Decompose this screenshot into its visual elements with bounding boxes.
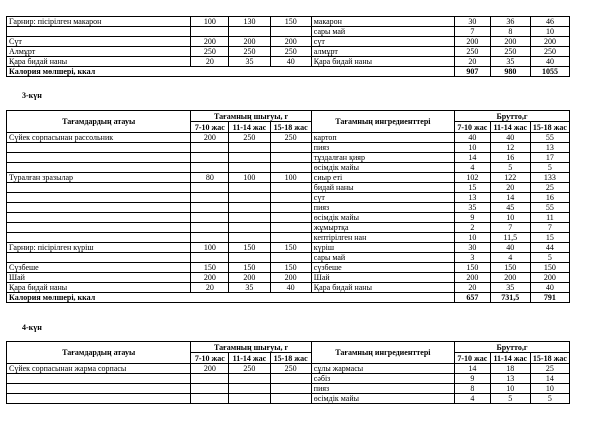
ingredient-name: күріш <box>311 243 454 253</box>
yield-value: 100 <box>191 243 229 253</box>
gross-value: 16 <box>490 153 530 163</box>
gross-value: 7 <box>530 223 569 233</box>
gross-value: 8 <box>490 27 530 37</box>
gross-value: 122 <box>490 173 530 183</box>
yield-value: 250 <box>270 47 311 57</box>
header-ingredients: Тағамның ингредиенттері <box>311 342 454 364</box>
yield-value <box>270 374 311 384</box>
ingredient-name: пияз <box>311 203 454 213</box>
dish-name <box>7 394 191 404</box>
yield-value <box>229 253 270 263</box>
ingredient-name: бидай наны <box>311 183 454 193</box>
gross-value: 200 <box>454 37 490 47</box>
yield-value: 200 <box>191 273 229 283</box>
gross-value: 9 <box>454 374 490 384</box>
dish-name <box>7 374 191 384</box>
header-age: 7-10 жас <box>454 353 490 364</box>
yield-value: 35 <box>229 57 270 67</box>
ingredient-name: сары май <box>311 253 454 263</box>
table-row <box>7 374 570 384</box>
gross-value: 200 <box>454 273 490 283</box>
gross-value: 12 <box>490 143 530 153</box>
calorie-total: 657 <box>454 293 490 303</box>
yield-value <box>229 213 270 223</box>
yield-value <box>229 183 270 193</box>
yield-value <box>191 203 229 213</box>
gross-value: 150 <box>490 263 530 273</box>
yield-value: 200 <box>270 37 311 47</box>
gross-value: 20 <box>490 183 530 193</box>
day-3-heading: 3-күн <box>22 91 42 100</box>
gross-value: 18 <box>490 364 530 374</box>
dish-name: Туралған зразылар <box>7 173 191 183</box>
gross-value: 250 <box>454 47 490 57</box>
yield-value <box>270 203 311 213</box>
dish-name <box>7 253 191 263</box>
yield-value <box>270 153 311 163</box>
gross-value: 10 <box>530 384 569 394</box>
table-row <box>7 263 570 273</box>
gross-value: 10 <box>530 27 569 37</box>
dish-name <box>7 193 191 203</box>
gross-value: 13 <box>454 193 490 203</box>
yield-value <box>191 253 229 263</box>
ingredient-name: өсімдік майы <box>311 163 454 173</box>
gross-value: 35 <box>490 57 530 67</box>
header-age: 11-14 жас <box>229 122 270 133</box>
gross-value: 15 <box>454 183 490 193</box>
yield-value: 150 <box>270 17 311 27</box>
ingredient-name: кептірілген нан <box>311 233 454 243</box>
table-row <box>7 243 570 253</box>
yield-value <box>191 143 229 153</box>
dish-name: Сүзбеше <box>7 263 191 273</box>
calorie-label: Калория мөлшері, ккал <box>7 67 455 77</box>
gross-value: 200 <box>490 37 530 47</box>
header-age: 7-10 жас <box>454 122 490 133</box>
yield-value: 20 <box>191 57 229 67</box>
ingredient-name: сәбіз <box>311 374 454 384</box>
yield-value: 150 <box>229 243 270 253</box>
gross-value: 200 <box>490 273 530 283</box>
gross-value: 10 <box>454 143 490 153</box>
yield-value: 200 <box>191 37 229 47</box>
ingredient-name: жұмыртқа <box>311 223 454 233</box>
header-age: 11-14 жас <box>229 353 270 364</box>
gross-value: 25 <box>530 183 569 193</box>
dish-name <box>7 384 191 394</box>
gross-value: 20 <box>454 283 490 293</box>
ingredient-name: сүзбеше <box>311 263 454 273</box>
gross-value: 40 <box>490 133 530 143</box>
yield-value <box>270 27 311 37</box>
yield-value: 250 <box>270 364 311 374</box>
gross-value: 17 <box>530 153 569 163</box>
table-row <box>7 173 570 183</box>
table-row <box>7 394 570 404</box>
table-row <box>7 133 570 143</box>
gross-value: 10 <box>490 213 530 223</box>
table-row <box>7 193 570 203</box>
yield-value: 250 <box>270 133 311 143</box>
yield-value <box>229 394 270 404</box>
gross-value: 4 <box>454 394 490 404</box>
ingredient-name: Қара бидай наны <box>311 57 454 67</box>
gross-value: 10 <box>490 384 530 394</box>
gross-value: 5 <box>490 394 530 404</box>
gross-value: 55 <box>530 203 569 213</box>
gross-value: 35 <box>454 203 490 213</box>
dish-name <box>7 183 191 193</box>
yield-value <box>191 223 229 233</box>
yield-value <box>270 233 311 243</box>
yield-value: 130 <box>229 17 270 27</box>
yield-value <box>191 193 229 203</box>
gross-value: 14 <box>454 364 490 374</box>
yield-value <box>270 143 311 153</box>
header-gross: Брутто,г <box>454 342 569 353</box>
table-row <box>7 253 570 263</box>
gross-value: 11 <box>530 213 569 223</box>
gross-value: 40 <box>530 283 569 293</box>
yield-value <box>270 163 311 173</box>
header-age: 15-18 жас <box>530 122 569 133</box>
yield-value: 150 <box>191 263 229 273</box>
yield-value: 200 <box>191 133 229 143</box>
gross-value: 13 <box>530 143 569 153</box>
yield-value <box>191 384 229 394</box>
header-age: 7-10 жас <box>191 353 229 364</box>
yield-value <box>229 143 270 153</box>
gross-value: 11,5 <box>490 233 530 243</box>
yield-value: 200 <box>270 273 311 283</box>
header-age: 15-18 жас <box>270 353 311 364</box>
gross-value: 5 <box>530 253 569 263</box>
gross-value: 9 <box>454 213 490 223</box>
yield-value <box>229 223 270 233</box>
yield-value: 40 <box>270 283 311 293</box>
yield-value: 100 <box>191 17 229 27</box>
ingredient-name: пияз <box>311 143 454 153</box>
yield-value <box>191 374 229 384</box>
gross-value: 250 <box>490 47 530 57</box>
header-age: 7-10 жас <box>191 122 229 133</box>
ingredient-name: алмұрт <box>311 47 454 57</box>
gross-value: 14 <box>490 193 530 203</box>
header-age: 15-18 жас <box>270 122 311 133</box>
gross-value: 30 <box>454 17 490 27</box>
gross-value: 8 <box>454 384 490 394</box>
yield-value <box>229 233 270 243</box>
yield-value: 250 <box>229 364 270 374</box>
gross-value: 40 <box>530 57 569 67</box>
yield-value <box>270 253 311 263</box>
table-row <box>7 273 570 283</box>
yield-value: 20 <box>191 283 229 293</box>
header-ingredients: Тағамның ингредиенттері <box>311 111 454 133</box>
gross-value: 250 <box>530 47 569 57</box>
table-row <box>7 283 570 293</box>
yield-value <box>191 27 229 37</box>
yield-value <box>229 193 270 203</box>
dish-name: Қара бидай наны <box>7 283 191 293</box>
yield-value <box>229 153 270 163</box>
ingredient-name: Қара бидай наны <box>311 283 454 293</box>
gross-value: 14 <box>454 153 490 163</box>
yield-value: 250 <box>229 133 270 143</box>
yield-value <box>270 213 311 223</box>
yield-value: 250 <box>191 47 229 57</box>
gross-value: 3 <box>454 253 490 263</box>
yield-value <box>191 183 229 193</box>
gross-value: 16 <box>530 193 569 203</box>
gross-value: 5 <box>490 163 530 173</box>
table-row <box>7 143 570 153</box>
dish-name <box>7 163 191 173</box>
yield-value <box>270 384 311 394</box>
ingredient-name: өсімдік майы <box>311 394 454 404</box>
table-row <box>7 27 570 37</box>
gross-value: 150 <box>530 263 569 273</box>
yield-value <box>270 193 311 203</box>
yield-value <box>270 223 311 233</box>
ingredient-name: Шай <box>311 273 454 283</box>
calorie-total: 731,5 <box>490 293 530 303</box>
calorie-row <box>7 293 570 303</box>
table-row <box>7 37 570 47</box>
gross-value: 200 <box>530 37 569 47</box>
gross-value: 5 <box>530 163 569 173</box>
dish-name <box>7 203 191 213</box>
gross-value: 46 <box>530 17 569 27</box>
yield-value <box>191 153 229 163</box>
gross-value: 10 <box>454 233 490 243</box>
gross-value: 150 <box>454 263 490 273</box>
dish-name: Сүйек сорпасынан рассольник <box>7 133 191 143</box>
gross-value: 20 <box>454 57 490 67</box>
dish-name <box>7 27 191 37</box>
gross-value: 25 <box>530 364 569 374</box>
ingredient-name: сары май <box>311 27 454 37</box>
yield-value: 80 <box>191 173 229 183</box>
gross-value: 102 <box>454 173 490 183</box>
table-row <box>7 153 570 163</box>
table-row <box>7 233 570 243</box>
ingredient-name: сүт <box>311 193 454 203</box>
ingredient-name: картоп <box>311 133 454 143</box>
table-row <box>7 213 570 223</box>
gross-value: 35 <box>490 283 530 293</box>
gross-value: 200 <box>530 273 569 283</box>
dish-name: Гарнир: пісірілген макарон <box>7 17 191 27</box>
gross-value: 40 <box>490 243 530 253</box>
dish-name: Сүт <box>7 37 191 47</box>
table-row <box>7 17 570 27</box>
yield-value <box>229 27 270 37</box>
menu-table-day-4 <box>6 341 570 404</box>
ingredient-name: сүт <box>311 37 454 47</box>
yield-value: 200 <box>191 364 229 374</box>
table-row <box>7 183 570 193</box>
dish-name: Шай <box>7 273 191 283</box>
ingredient-name: макарон <box>311 17 454 27</box>
dish-name <box>7 153 191 163</box>
yield-value <box>229 203 270 213</box>
header-row <box>7 111 570 122</box>
header-age: 11-14 жас <box>490 122 530 133</box>
ingredient-name: сиыр еті <box>311 173 454 183</box>
yield-value: 100 <box>270 173 311 183</box>
yield-value <box>191 394 229 404</box>
gross-value: 14 <box>530 374 569 384</box>
table-row <box>7 57 570 67</box>
gross-value: 13 <box>490 374 530 384</box>
yield-value <box>191 163 229 173</box>
gross-value: 7 <box>454 27 490 37</box>
yield-value <box>229 384 270 394</box>
gross-value: 7 <box>490 223 530 233</box>
header-row <box>7 342 570 353</box>
table-row <box>7 47 570 57</box>
dish-name: Алмұрт <box>7 47 191 57</box>
day-4-heading: 4-күн <box>22 323 42 332</box>
yield-value <box>191 213 229 223</box>
yield-value <box>229 163 270 173</box>
gross-value: 36 <box>490 17 530 27</box>
yield-value <box>191 233 229 243</box>
ingredient-name: пияз <box>311 384 454 394</box>
yield-value <box>270 394 311 404</box>
dish-name: Қара бидай наны <box>7 57 191 67</box>
calorie-total: 980 <box>490 67 530 77</box>
gross-value: 30 <box>454 243 490 253</box>
table-row <box>7 223 570 233</box>
gross-value: 44 <box>530 243 569 253</box>
header-gross: Брутто,г <box>454 111 569 122</box>
gross-value: 4 <box>490 253 530 263</box>
calorie-total: 907 <box>454 67 490 77</box>
gross-value: 55 <box>530 133 569 143</box>
gross-value: 15 <box>530 233 569 243</box>
dish-name <box>7 213 191 223</box>
gross-value: 45 <box>490 203 530 213</box>
ingredient-name: өсімдік майы <box>311 213 454 223</box>
gross-value: 2 <box>454 223 490 233</box>
header-yield: Тағамның шығуы, г <box>191 342 311 353</box>
dish-name <box>7 223 191 233</box>
menu-table-day-3 <box>6 110 570 303</box>
table-row <box>7 203 570 213</box>
calorie-total: 1055 <box>530 67 569 77</box>
ingredient-name: сұлы жармасы <box>311 364 454 374</box>
calorie-label: Калория мөлшері, ккал <box>7 293 455 303</box>
yield-value: 200 <box>229 273 270 283</box>
gross-value: 4 <box>454 163 490 173</box>
dish-name: Сүйек сорпасынан жарма сорпасы <box>7 364 191 374</box>
header-age: 15-18 жас <box>530 353 569 364</box>
menu-table-top <box>6 16 570 77</box>
yield-value: 35 <box>229 283 270 293</box>
yield-value <box>270 183 311 193</box>
header-dish: Тағамдардың атауы <box>7 342 191 364</box>
yield-value: 40 <box>270 57 311 67</box>
dish-name <box>7 143 191 153</box>
header-dish: Тағамдардың атауы <box>7 111 191 133</box>
yield-value <box>229 374 270 384</box>
gross-value: 40 <box>454 133 490 143</box>
dish-name: Гарнир: пісірілген күріш <box>7 243 191 253</box>
yield-value: 200 <box>229 37 270 47</box>
table-row <box>7 384 570 394</box>
gross-value: 133 <box>530 173 569 183</box>
yield-value: 150 <box>229 263 270 273</box>
yield-value: 150 <box>270 243 311 253</box>
calorie-total: 791 <box>530 293 569 303</box>
gross-value: 5 <box>530 394 569 404</box>
table-row <box>7 163 570 173</box>
header-yield: Тағамның шығуы, г <box>191 111 311 122</box>
yield-value: 150 <box>270 263 311 273</box>
ingredient-name: тұздалған қияр <box>311 153 454 163</box>
dish-name <box>7 233 191 243</box>
yield-value: 100 <box>229 173 270 183</box>
calorie-row <box>7 67 570 77</box>
yield-value: 250 <box>229 47 270 57</box>
table-row <box>7 364 570 374</box>
header-age: 11-14 жас <box>490 353 530 364</box>
